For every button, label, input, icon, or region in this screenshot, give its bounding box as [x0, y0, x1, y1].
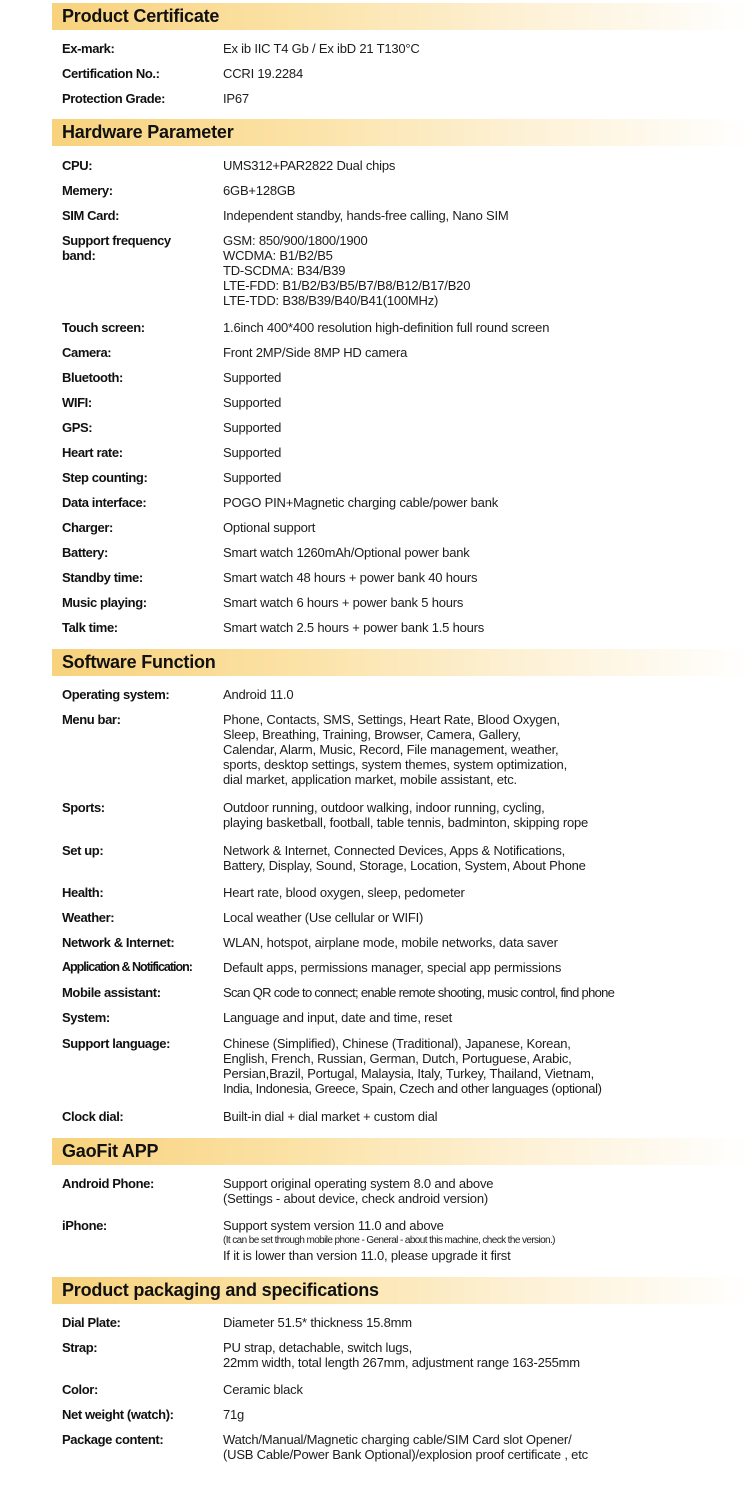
spec-value: IP67 — [223, 91, 249, 106]
spec-value — [223, 800, 750, 830]
spec-label: Heart rate: — [62, 445, 123, 460]
spec-label: Battery: — [62, 545, 108, 560]
spec-value: Smart watch 1260mAh/Optional power bank — [223, 545, 470, 560]
spec-value — [223, 1432, 750, 1462]
section-title: Product packaging and specifications — [62, 1280, 379, 1300]
spec-label: Touch screen: — [62, 320, 145, 335]
spec-label: Talk time: — [62, 620, 118, 635]
spec-value: POGO PIN+Magnetic charging cable/power bank — [223, 495, 499, 510]
section-title: GaoFit APP — [62, 1141, 159, 1161]
spec-value-note: (It can be set through mobile phone - General - about this machine, check the version.) — [223, 1235, 555, 1246]
spec-label: Charger: — [62, 520, 113, 535]
spec-label: Dial Plate: — [62, 1315, 121, 1330]
spec-value: Heart rate, blood oxygen, sleep, pedometer — [223, 885, 465, 900]
spec-value-line: LTE-TDD: B38/B39/B40/B41(100MHz) — [223, 293, 439, 308]
spec-value-line: India, Indonesia, Greece, Spain, Czech and other languages (optional) — [223, 1081, 602, 1096]
spec-value: 71g — [223, 1407, 245, 1422]
spec-value: CCRI 19.2284 — [223, 66, 303, 81]
spec-label: Support language: — [62, 1036, 171, 1051]
spec-value: Supported — [223, 420, 282, 435]
spec-label: Set up: — [62, 843, 104, 858]
spec-value: Smart watch 6 hours + power bank 5 hours — [223, 595, 464, 610]
spec-value-line: (USB Cable/Power Bank Optional)/explosion proof certificate , etc — [223, 1447, 588, 1462]
spec-label: GPS: — [62, 420, 93, 435]
spec-value — [223, 1218, 750, 1263]
spec-label: Support frequency band: — [62, 233, 171, 263]
spec-value: Smart watch 2.5 hours + power bank 1.5 hours — [223, 620, 485, 635]
spec-value: Front 2MP/Side 8MP HD camera — [223, 345, 408, 360]
spec-value-line: playing basketball, football, table tennis, badminton, skipping rope — [223, 815, 589, 830]
spec-label: Strap: — [62, 1340, 98, 1355]
spec-value-line: Persian,Brazil, Portugal, Malaysia, Italy, Turkey, Thailand, Vietnam, — [223, 1066, 595, 1081]
spec-value-line: WCDMA: B1/B2/B5 — [223, 248, 333, 263]
spec-value-line: GSM: 850/900/1800/1900 — [223, 233, 368, 248]
spec-label: Camera: — [62, 345, 112, 360]
section-title: Hardware Parameter — [62, 122, 234, 142]
spec-value — [223, 1176, 750, 1206]
spec-label: Net weight (watch): — [62, 1407, 174, 1422]
spec-label: Protection Grade: — [62, 91, 165, 106]
spec-value: WLAN, hotspot, airplane mode, mobile networks, data saver — [223, 935, 558, 950]
spec-value-line: If it is lower than version 11.0, please upgrade it first — [223, 1248, 511, 1263]
spec-value: Optional support — [223, 520, 316, 535]
section-title: Software Function — [62, 652, 216, 672]
spec-label: Network & Internet: — [62, 935, 175, 950]
spec-label: Clock dial: — [62, 1109, 124, 1124]
spec-label: Certification No.: — [62, 66, 160, 81]
spec-value: Smart watch 48 hours + power bank 40 hours — [223, 570, 478, 585]
spec-label: Operating system: — [62, 687, 170, 702]
spec-value: Supported — [223, 370, 282, 385]
section-header-certificate — [52, 3, 750, 30]
spec-label: Bluetooth: — [62, 370, 123, 385]
section-title: Product Certificate — [62, 6, 220, 26]
spec-value-line: Watch/Manual/Magnetic charging cable/SIM Card slot Opener/ — [223, 1432, 572, 1447]
spec-label: Menu bar: — [62, 712, 121, 727]
spec-label: Music playing: — [62, 595, 147, 610]
spec-value: Diameter 51.5* thickness 15.8mm — [223, 1315, 412, 1330]
spec-value: Ceramic black — [223, 1382, 303, 1397]
spec-label: WIFI: — [62, 395, 92, 410]
spec-value-line: Calendar, Alarm, Music, Record, File management, weather, — [223, 742, 559, 757]
spec-value-line: 22mm width, total length 267mm, adjustment range 163-255mm — [223, 1355, 580, 1370]
spec-value: Independent standby, hands-free calling, Nano SIM — [223, 208, 509, 223]
spec-value: 1.6inch 400*400 resolution high-definition full round screen — [223, 320, 550, 335]
section-header-hardware — [52, 119, 750, 146]
spec-value-line: TD-SCDMA: B34/B39 — [223, 263, 346, 278]
spec-value-line: Outdoor running, outdoor walking, indoor running, cycling, — [223, 800, 545, 815]
spec-value: UMS312+PAR2822 Dual chips — [223, 158, 396, 173]
spec-value: Android 11.0 — [223, 687, 294, 702]
spec-value-line: English, French, Russian, German, Dutch, Portuguese, Arabic, — [223, 1051, 572, 1066]
spec-value: Scan QR code to connect; enable remote shooting, music control, find phone — [223, 985, 615, 1000]
spec-value-line: (Settings - about device, check android version) — [223, 1191, 488, 1206]
spec-value: Supported — [223, 445, 282, 460]
spec-value — [223, 843, 750, 873]
spec-label: System: — [62, 1010, 110, 1025]
spec-value: Ex ib IIC T4 Gb / Ex ibD 21 T130°C — [223, 41, 420, 56]
spec-label: Sports: — [62, 800, 105, 815]
spec-value: Supported — [223, 395, 282, 410]
spec-label: Health: — [62, 885, 104, 900]
spec-label: Mobile assistant: — [62, 985, 161, 1000]
spec-value-line: LTE-FDD: B1/B2/B3/B5/B7/B8/B12/B17/B20 — [223, 278, 471, 293]
spec-label: Color: — [62, 1382, 98, 1397]
section-header-app — [52, 1138, 750, 1165]
spec-value-line: sports, desktop settings, system themes, system optimization, — [223, 757, 567, 772]
spec-value: Built-in dial + dial market + custom dial — [223, 1109, 438, 1124]
spec-value-line: Sleep, Breathing, Training, Browser, Camera, Gallery, — [223, 727, 521, 742]
spec-value: Default apps, permissions manager, special app permissions — [223, 960, 562, 975]
spec-label: Ex-mark: — [62, 41, 115, 56]
spec-label: Application & Notification: — [62, 960, 192, 974]
spec-label: Android Phone: — [62, 1176, 154, 1191]
spec-value-line: Chinese (Simplified), Chinese (Traditional), Japanese, Korean, — [223, 1036, 571, 1051]
section-header-software — [52, 649, 750, 676]
spec-value-line: Support original operating system 8.0 and above — [223, 1176, 494, 1191]
spec-value-line: Battery, Display, Sound, Storage, Location, System, About Phone — [223, 858, 586, 873]
spec-value-line: Network & Internet, Connected Devices, Apps & Notifications, — [223, 843, 566, 858]
spec-label: Data interface: — [62, 495, 147, 510]
spec-value: Local weather (Use cellular or WIFI) — [223, 910, 424, 925]
spec-value-line: dial market, application market, mobile assistant, etc. — [223, 772, 517, 787]
spec-value-line: PU strap, detachable, switch lugs, — [223, 1340, 413, 1355]
spec-value: 6GB+128GB — [223, 183, 296, 198]
spec-value: Language and input, date and time, reset — [223, 1010, 453, 1025]
spec-value — [223, 712, 750, 787]
spec-value: Supported — [223, 470, 282, 485]
spec-label: Weather: — [62, 910, 115, 925]
spec-value — [223, 1340, 750, 1370]
spec-label: Standby time: — [62, 570, 143, 585]
spec-label: SIM Card: — [62, 208, 120, 223]
spec-label: iPhone: — [62, 1218, 107, 1233]
section-header-packaging — [52, 1277, 750, 1304]
spec-value — [223, 233, 750, 308]
spec-label: Package content: — [62, 1432, 164, 1447]
spec-value — [223, 1036, 750, 1096]
spec-label: Step counting: — [62, 470, 148, 485]
spec-value-line: Support system version 11.0 and above — [223, 1218, 444, 1233]
spec-value-line: Phone, Contacts, SMS, Settings, Heart Rate, Blood Oxygen, — [223, 712, 560, 727]
spec-label: Memery: — [62, 183, 113, 198]
spec-label: CPU: — [62, 158, 93, 173]
